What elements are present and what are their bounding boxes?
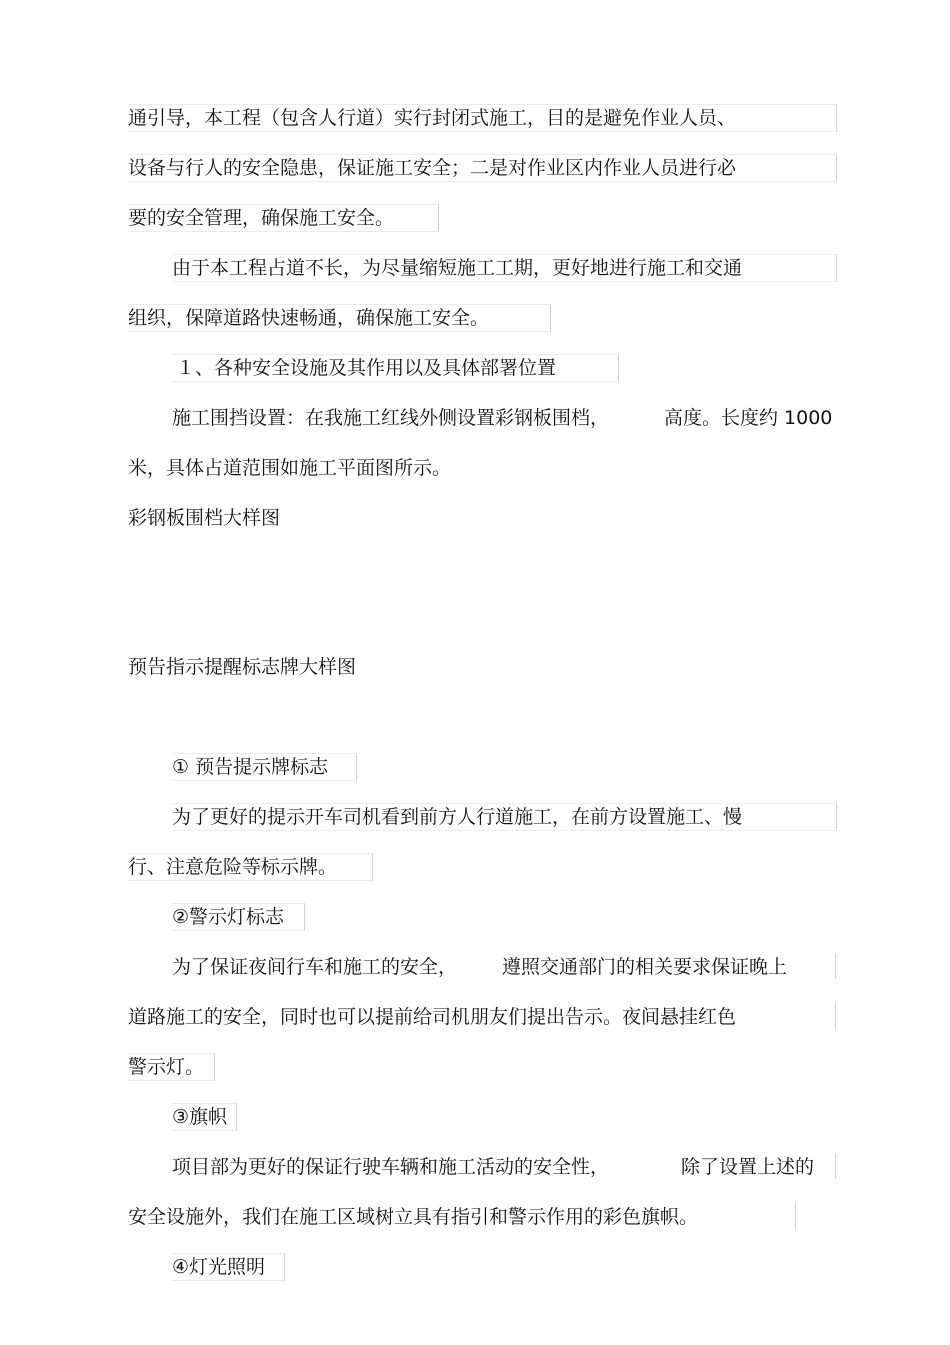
paragraph-line: 组织，保障道路快速畅通，确保施工安全。 <box>128 307 490 329</box>
item-heading: ③旗帜 <box>172 1106 228 1128</box>
figure-caption-sign: 预告指示提醒标志牌大样图 <box>128 656 357 678</box>
margin-bar <box>835 953 836 979</box>
figure-caption-fence: 彩钢板围档大样图 <box>128 507 281 529</box>
paragraph-line: 设备与行人的安全隐患，保证施工安全；二是对作业区内作业人员进行必 <box>128 157 737 179</box>
paragraph-line: 项目部为更好的保证行驶车辆和施工活动的安全性， <box>172 1156 610 1178</box>
margin-bar <box>795 1203 796 1229</box>
paragraph-line: 米，具体占道范围如施工平面图所示。 <box>128 457 452 479</box>
paragraph-line: 施工围挡设置：在我施工红线外侧设置彩钢板围档， <box>172 407 610 429</box>
margin-bar <box>835 1153 836 1179</box>
paragraph-line: 为了保证夜间行车和施工的安全， <box>172 956 458 978</box>
paragraph-line: 为了更好的提示开车司机看到前方人行道施工，在前方设置施工、慢 <box>172 806 743 828</box>
item-heading: ① 预告提示牌标志 <box>172 756 329 778</box>
paragraph-line: 要的安全管理，确保施工安全。 <box>128 207 395 229</box>
paragraph-line: 遵照交通部门的相关要求保证晚上 <box>502 956 788 978</box>
item-heading: ④灯光照明 <box>172 1256 266 1278</box>
paragraph-line: 高度。长度约 1000 <box>664 407 833 429</box>
margin-bar <box>835 1003 836 1029</box>
paragraph-line: 由于本工程占道不长，为尽量缩短施工工期，更好地进行施工和交通 <box>172 257 743 279</box>
paragraph-line: 道路施工的安全，同时也可以提前给司机朋友们提出告示。夜间悬挂红色 <box>128 1006 737 1028</box>
paragraph-line: 安全设施外，我们在施工区域树立具有指引和警示作用的彩色旗帜。 <box>128 1206 699 1228</box>
item-heading: ②警示灯标志 <box>172 906 285 928</box>
paragraph-line: 行、注意危险等标示牌。 <box>128 856 338 878</box>
paragraph-line: 除了设置上述的 <box>681 1156 815 1178</box>
paragraph-line: 警示灯。 <box>128 1056 205 1078</box>
section-heading: １、各种安全设施及其作用以及具体部署位置 <box>176 357 557 379</box>
paragraph-line: 通引导，本工程（包含人行道）实行封闭式施工，目的是避免作业人员、 <box>128 107 737 129</box>
